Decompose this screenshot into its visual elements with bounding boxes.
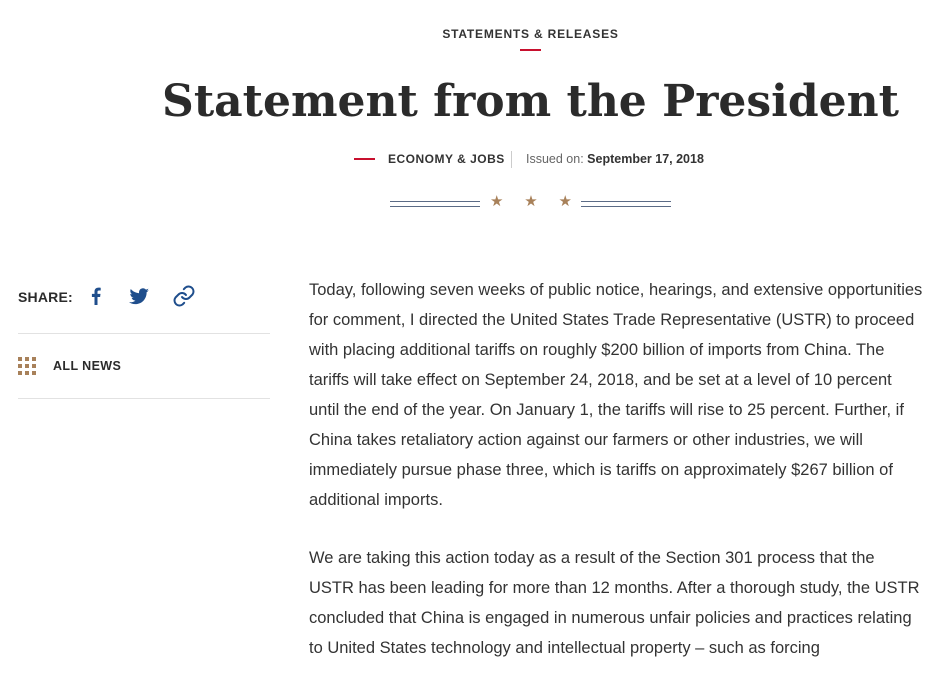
issued-info <box>526 152 704 166</box>
all-news-link[interactable] <box>18 355 270 379</box>
star-icon: ★ <box>524 193 538 210</box>
sidebar-divider <box>18 333 270 334</box>
twitter-icon[interactable] <box>127 284 151 308</box>
issued-date: September 17, 2018 <box>587 152 704 166</box>
divider-rule-right <box>581 201 671 207</box>
all-news-label: ALL NEWS <box>53 359 122 373</box>
star-divider <box>390 194 672 214</box>
article-body <box>309 275 924 691</box>
star-icon: ★ <box>558 193 572 210</box>
link-icon[interactable] <box>172 284 196 308</box>
divider-stars <box>490 192 572 210</box>
star-icon: ★ <box>490 193 504 210</box>
eyebrow-underline <box>520 49 541 51</box>
sidebar-divider <box>18 398 270 399</box>
section-eyebrow[interactable]: STATEMENTS & RELEASES <box>442 27 619 41</box>
category-link[interactable]: ECONOMY & JOBS <box>388 152 505 166</box>
grid-icon <box>18 357 38 377</box>
article-paragraph: We are taking this action today as a result of the Section 301 process that the USTR has been leading for more than 12 months. After a thorough study, the USTR concluded that China is engaged in numerous unfair policies and practices relating to United States technology and intellectual property – such as forcing <box>309 549 920 657</box>
meta-separator <box>511 151 512 168</box>
article-paragraph: Today, following seven weeks of public notice, hearings, and extensive opportunities for comment, I directed the United States Trade Representative (USTR) to proceed with placing additional tariffs on roughly $200 billion of imports from China. The tariffs will take effect on September 24, 2018, and be set at a level of 10 percent until the end of the year. On January 1, the tariffs will rise to 25 percent. Further, if China takes retaliatory action against our farmers or other industries, we will immediately pursue phase three, which is tariffs on approximately $267 billion of additional imports. <box>309 281 923 509</box>
divider-rule-left <box>390 201 480 207</box>
category-dash <box>354 158 375 160</box>
share-bar <box>18 282 270 332</box>
issued-label: Issued on: <box>526 152 584 166</box>
facebook-icon[interactable] <box>84 284 108 308</box>
share-label: SHARE: <box>18 289 73 305</box>
page-title: Statement from the President <box>162 76 899 127</box>
